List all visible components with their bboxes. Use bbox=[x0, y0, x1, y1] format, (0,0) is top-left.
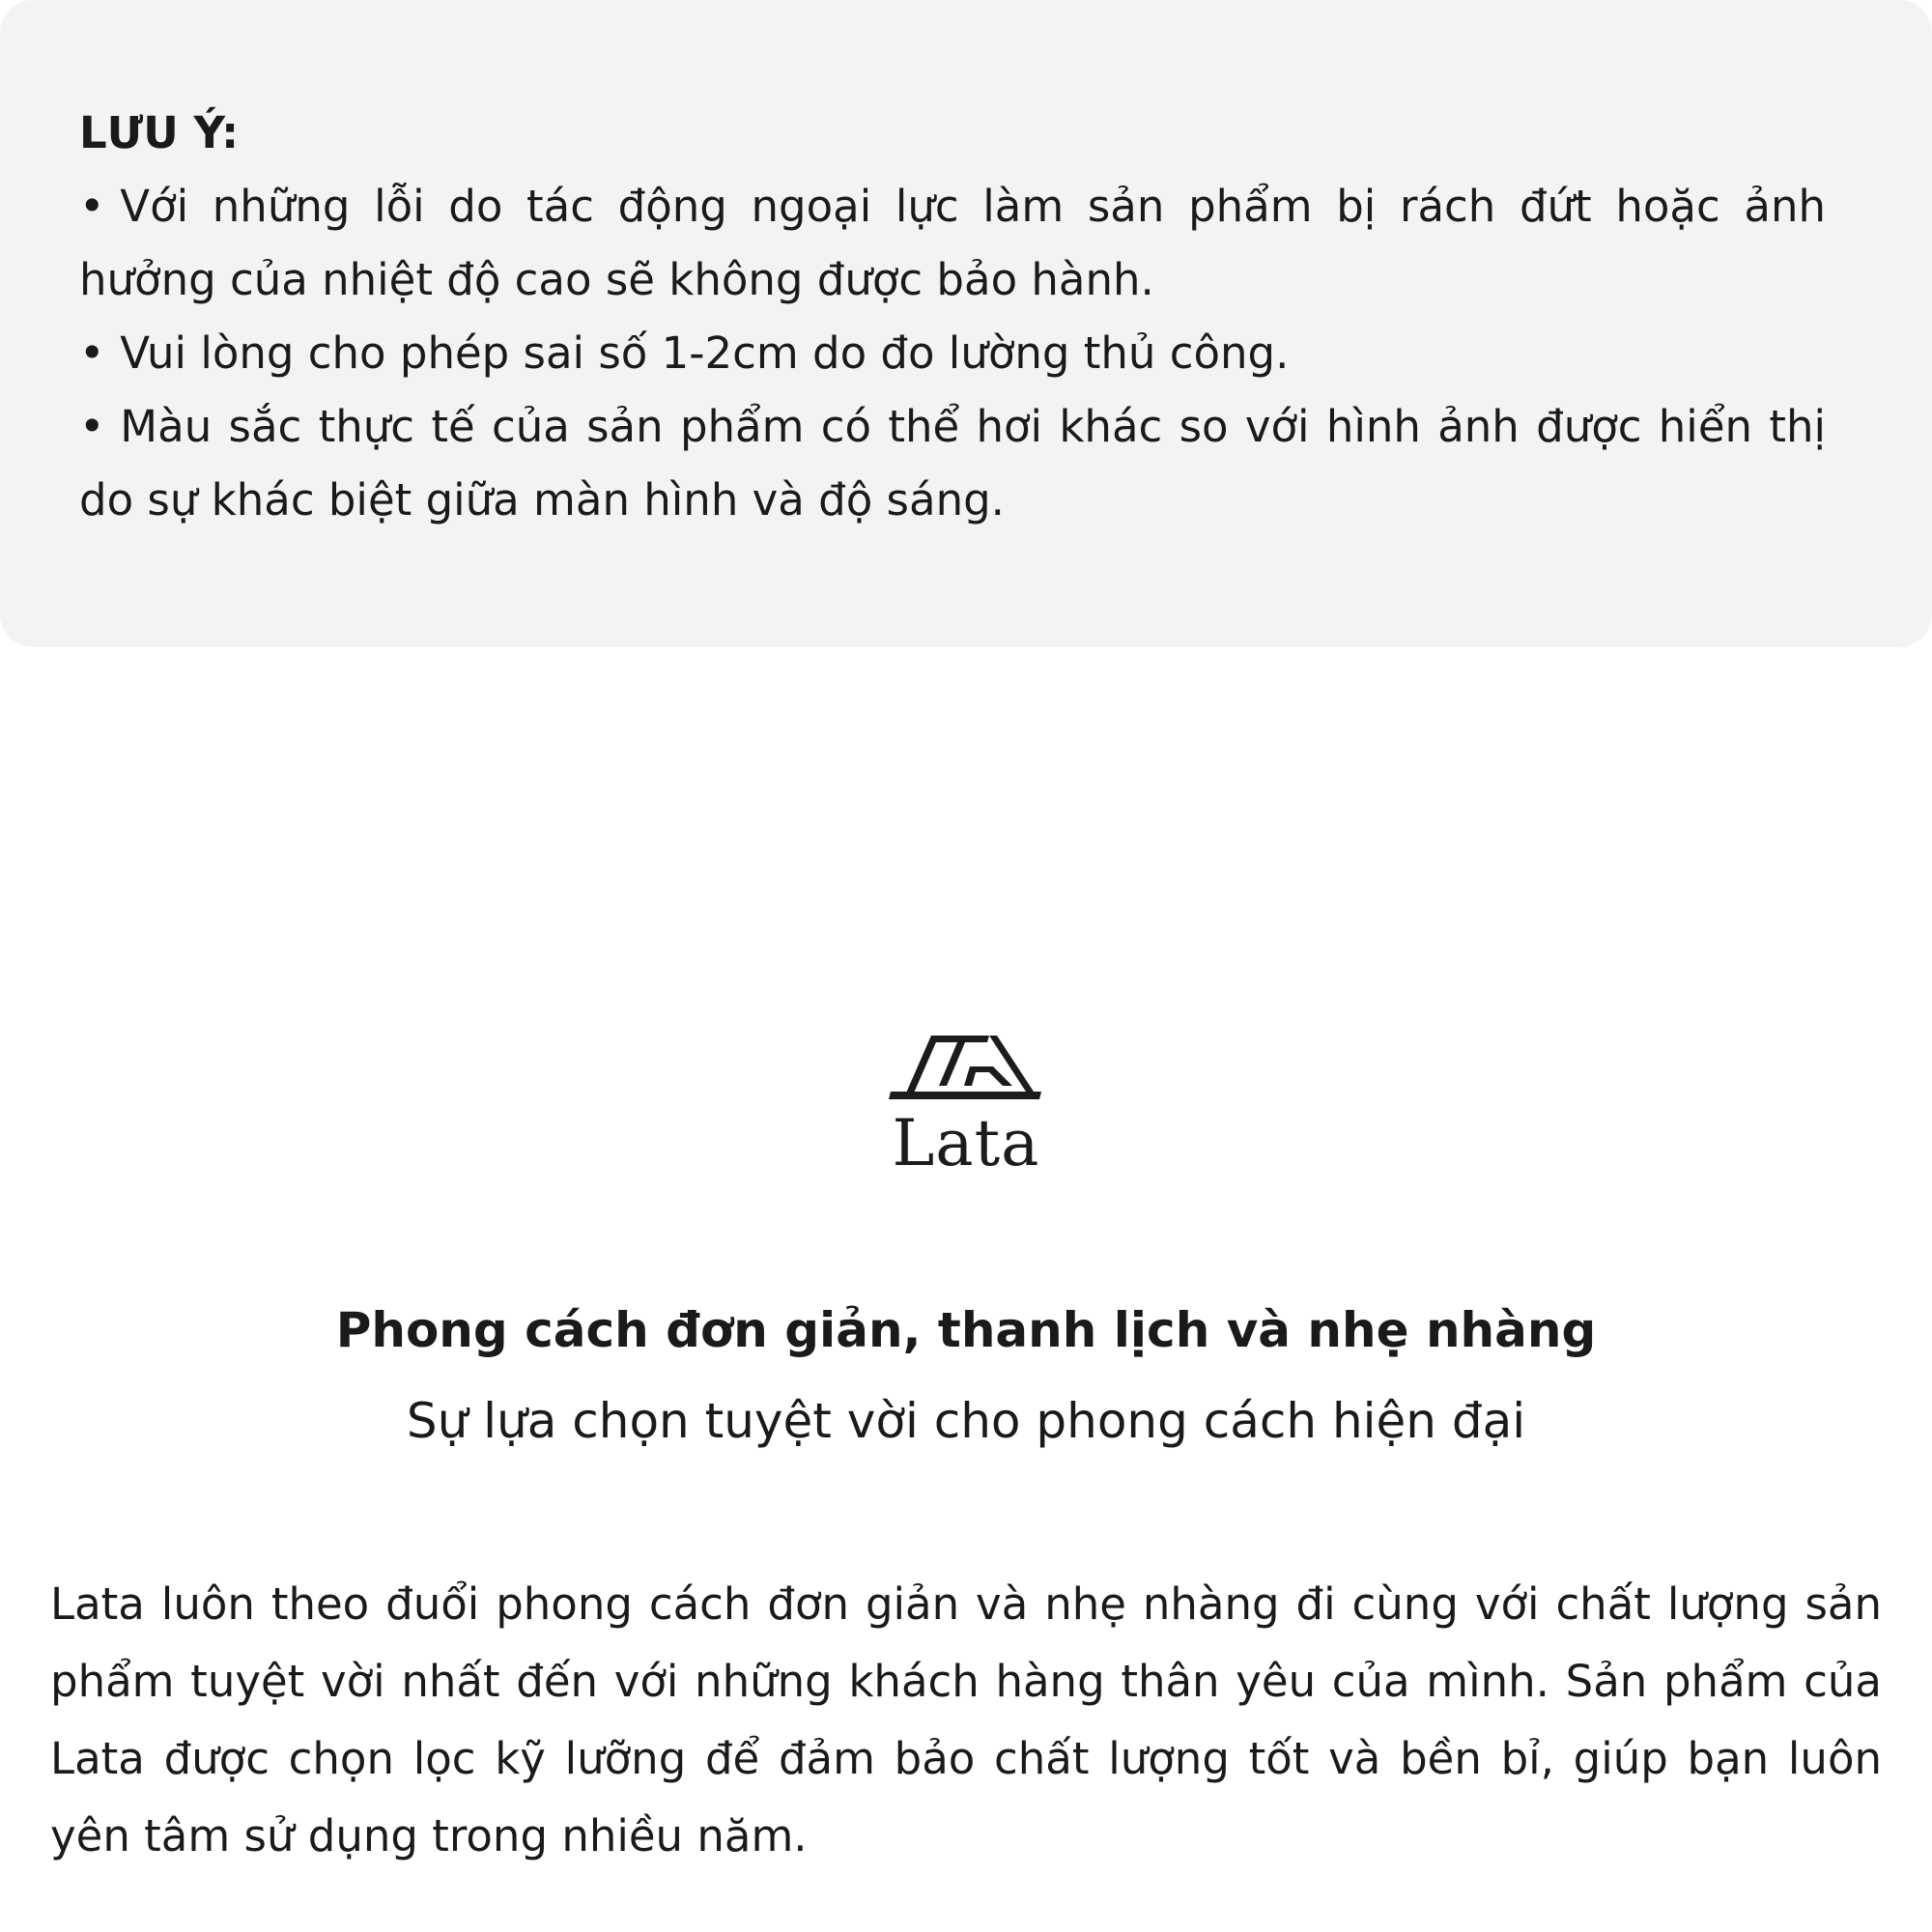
notice-item bbox=[79, 390, 1826, 537]
tagline-subtitle: Sự lựa chọn tuyệt vời cho phong cách hiện đại bbox=[406, 1393, 1526, 1449]
bullet-icon: • bbox=[79, 327, 105, 379]
brand-name: Lata bbox=[892, 1106, 1040, 1180]
notice-card bbox=[0, 0, 1932, 647]
notice-title: LƯU Ý: bbox=[79, 107, 240, 158]
notice-item-text: Vui lòng cho phép sai số 1-2cm do đo lường thủ công. bbox=[120, 327, 1290, 379]
tagline-title: Phong cách đơn giản, thanh lịch và nhẹ nhàng bbox=[335, 1302, 1597, 1358]
bullet-icon: • bbox=[79, 181, 105, 232]
notice-item-text: Với những lỗi do tác động ngoại lực làm sản phẩm bị rách đứt hoặc ảnh hưởng của nhiệt độ cao sẽ không được bảo hành. bbox=[79, 181, 1826, 305]
notice-item bbox=[79, 317, 1826, 390]
about-paragraph: Lata luôn theo đuổi phong cách đơn giản và nhẹ nhàng đi cùng với chất lượng sản phẩm tuyệt vời nhất đến với những khách hàng thân yêu của mình. Sản phẩm của Lata được chọn lọc kỹ lưỡng để đảm bảo chất lượng tốt và bền bỉ, giúp bạn luôn yên tâm sử dụng trong nhiều năm. bbox=[50, 1578, 1882, 1861]
bullet-icon: • bbox=[79, 401, 105, 452]
roof-logo-icon bbox=[889, 1034, 1043, 1101]
brand-logo bbox=[889, 1034, 1043, 1179]
notice-item-text: Màu sắc thực tế của sản phẩm có thể hơi khác so với hình ảnh được hiển thị do sự khác biệt giữa màn hình và độ sáng. bbox=[79, 401, 1826, 526]
notice-list bbox=[79, 170, 1826, 537]
notice-item bbox=[79, 170, 1826, 317]
